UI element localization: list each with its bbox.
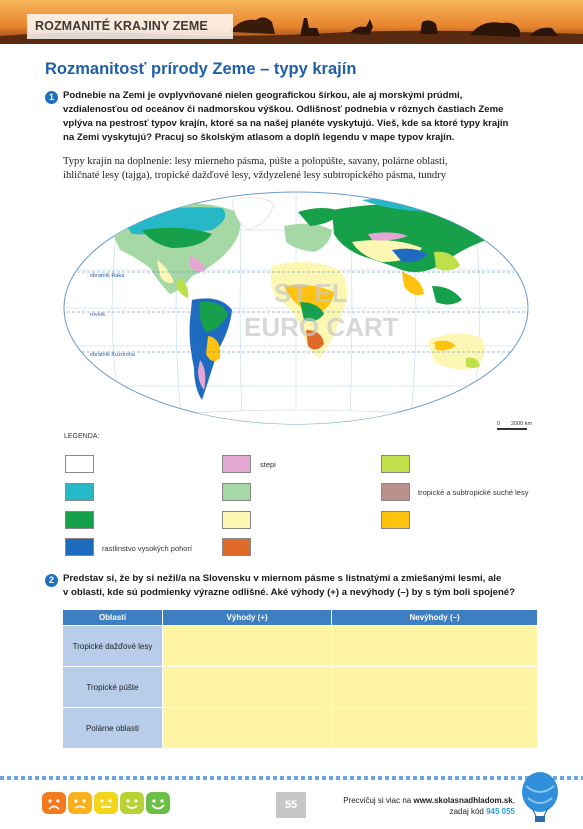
header-banner	[0, 0, 583, 44]
scale-zero: 0	[497, 421, 501, 427]
row-label: Polárne oblasti	[63, 708, 163, 749]
task1-text	[63, 89, 543, 145]
advantages-cell[interactable]	[163, 708, 332, 749]
legend-swatch	[222, 455, 251, 473]
task1-line: vzdialenosťou od oceánov či nadmorskou výškou. Odlišnosť podnebia v rôznych častiach Zeme	[63, 104, 504, 115]
sad-face-icon[interactable]	[42, 792, 66, 814]
task1-line: vplýva na pestrosť typov krajín, ktoré sa na našej planéte vyskytujú. Vieš, kde sa ktoré typy krajín	[63, 118, 509, 129]
hot-air-balloon-icon	[518, 772, 562, 829]
unhappy-face-icon[interactable]	[68, 792, 92, 814]
pros-cons-table	[62, 609, 538, 749]
scale-label: 2000 km	[511, 421, 533, 427]
world-map	[62, 190, 533, 427]
advantages-cell[interactable]	[163, 626, 332, 667]
task2-line: Predstav si, že by si nežil/a na Slovensku v miernom pásme s listnatými a zmiešanými lesmi, ale	[63, 573, 502, 584]
page-title: Rozmanitosť prírody Zeme – typy krajín	[45, 60, 357, 78]
code-prefix: zadaj kód	[449, 807, 487, 816]
content-face-icon[interactable]	[120, 792, 144, 814]
page-number: 55	[276, 792, 306, 818]
legend-swatch	[65, 511, 94, 529]
legend-swatch	[381, 455, 410, 473]
footer-suffix: ,	[512, 796, 515, 805]
table-row	[63, 626, 538, 667]
legend-swatch	[222, 511, 251, 529]
tropic-cancer-label: obratník Raka	[90, 273, 125, 279]
footer-prefix: Precvičuj si viac na	[343, 796, 414, 805]
website-link[interactable]: www.skolasnadhladom.sk	[413, 796, 513, 805]
world-map-image	[62, 190, 533, 427]
legend-label: tropické a subtropické suché lesy	[418, 488, 529, 497]
header-advantages: Výhody (+)	[163, 610, 332, 626]
row-label: Tropické púšte	[63, 667, 163, 708]
header-regions: Oblasti	[63, 610, 163, 626]
disadvantages-cell[interactable]	[332, 708, 538, 749]
tropic-capricorn-label: obratník Kozoroha	[90, 352, 135, 358]
task1-line: Podnebie na Zemi je ovplyvňované nielen geografickou šírkou, ale aj morskými prúdmi,	[63, 90, 463, 101]
table-row	[63, 667, 538, 708]
legend-swatch	[222, 483, 251, 501]
scale-line	[497, 428, 527, 430]
equator-label: rovník	[90, 312, 105, 318]
row-label: Tropické dažďové lesy	[63, 626, 163, 667]
access-code: 945 055	[486, 807, 515, 816]
watermark-top: ST EL	[274, 278, 348, 308]
footer-divider	[0, 776, 583, 780]
landscape-types-list	[63, 155, 533, 183]
happy-face-icon[interactable]	[146, 792, 170, 814]
legend-swatch	[381, 511, 410, 529]
table-row	[63, 708, 538, 749]
task-number-badge: 1	[45, 91, 58, 104]
task1-line: na Zemi vyskytujú? Pracuj so školským atlasom a doplň legendu v mape typov krajín.	[63, 132, 455, 143]
task-number-badge: 2	[45, 574, 58, 587]
legend-title: LEGENDA:	[64, 433, 100, 440]
neutral-face-icon[interactable]	[94, 792, 118, 814]
footer-promo	[343, 795, 515, 817]
legend-swatch	[222, 538, 251, 556]
legend-swatch	[381, 483, 410, 501]
legend-label: rastlinstvo vysokých pohorí	[102, 544, 193, 553]
section-label: ROZMANITÉ KRAJINY ZEME	[27, 14, 233, 39]
legend-swatch	[65, 483, 94, 501]
types-line: ihličnaté lesy (tajga), tropické dažďové lesy, vždyzelené lesy subtropického pásma, tundry	[63, 170, 446, 181]
legend-swatch	[65, 455, 94, 473]
table-header-row	[63, 610, 538, 626]
task2-text	[63, 572, 543, 600]
disadvantages-cell[interactable]	[332, 626, 538, 667]
watermark-bottom: EURO CART	[244, 312, 399, 342]
header-disadvantages: Nevýhody (–)	[332, 610, 538, 626]
types-line: Typy krajín na doplnenie: lesy mierneho pásma, púšte a polopúšte, savany, polárne oblasti,	[63, 156, 448, 167]
advantages-cell[interactable]	[163, 667, 332, 708]
disadvantages-cell[interactable]	[332, 667, 538, 708]
legend-swatch	[65, 538, 94, 556]
legend-label: stepi	[260, 460, 276, 469]
task2-line: v oblasti, kde sú podmienky výrazne odlišné. Aké výhody (+) a nevýhody (–) by s tým boli spojené?	[63, 587, 516, 598]
